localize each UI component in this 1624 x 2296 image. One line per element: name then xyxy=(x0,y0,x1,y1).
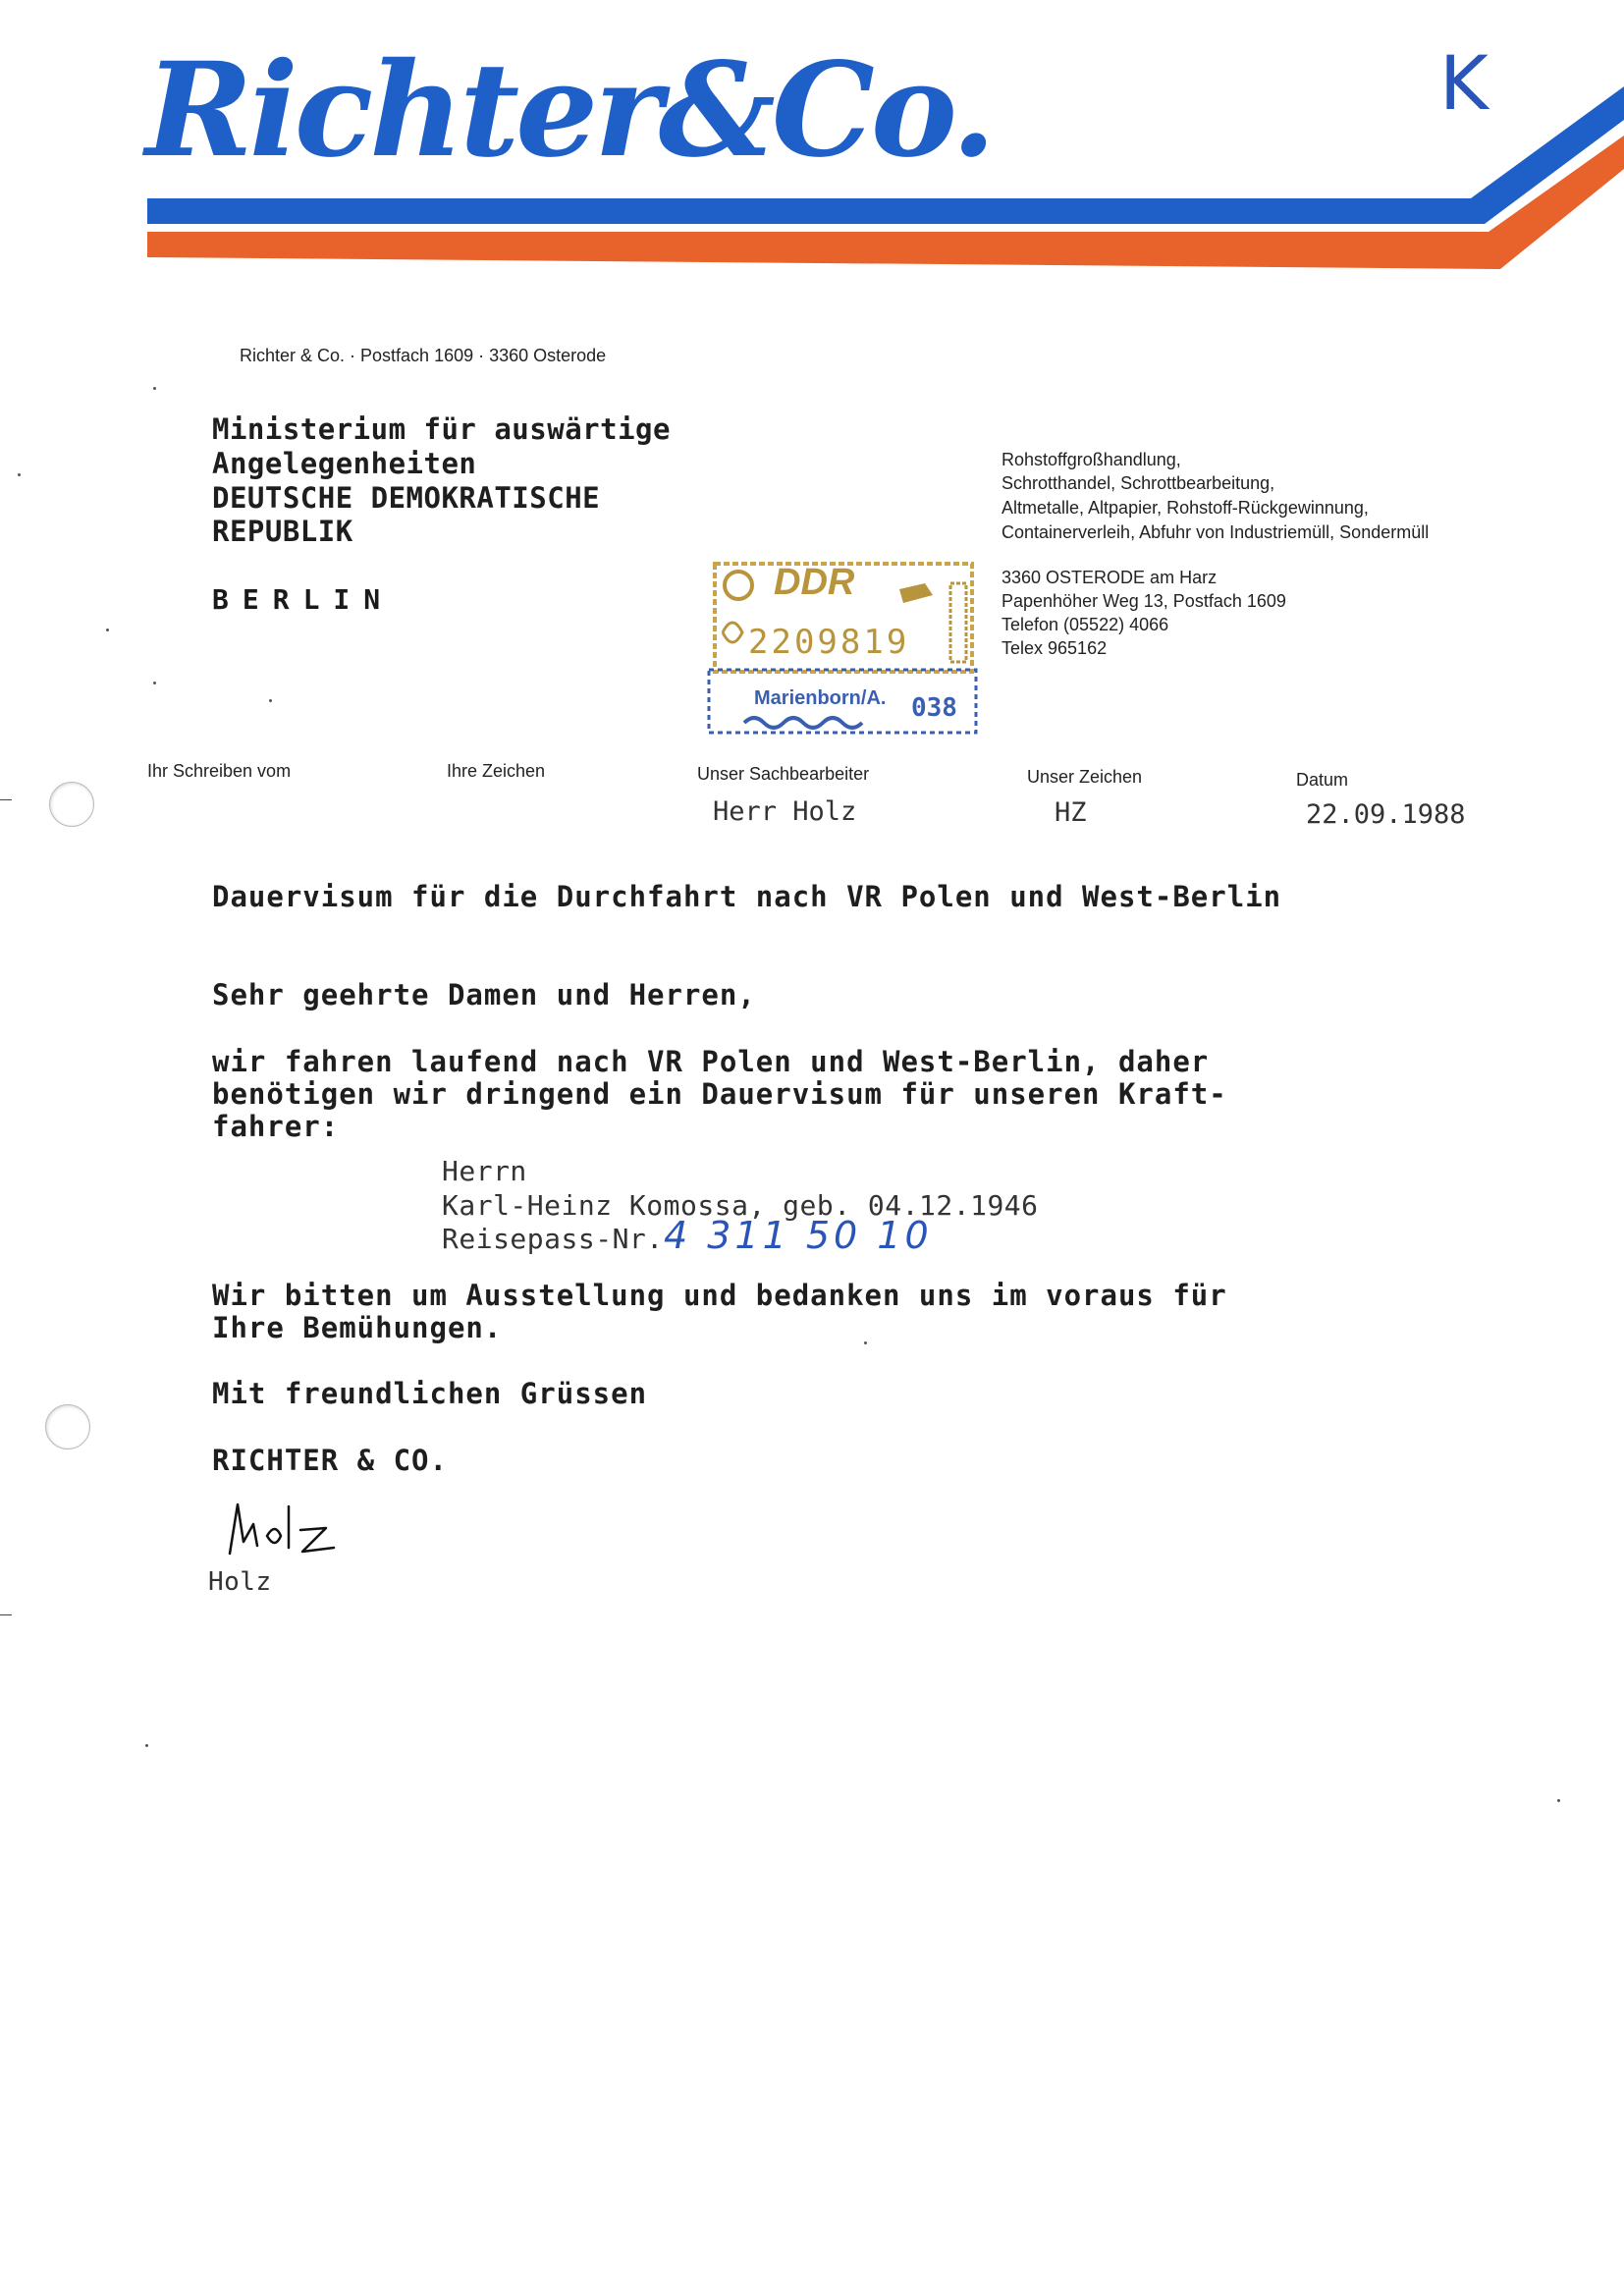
scan-speck xyxy=(145,1744,148,1747)
punch-hole-top xyxy=(49,782,94,827)
stamp-country: DDR xyxy=(774,562,855,603)
handwritten-signature xyxy=(224,1497,371,1575)
recipient-line-1: Ministerium für auswärtige xyxy=(212,412,671,446)
driver-line-2: Karl-Heinz Komossa, geb. 04.12.1946 xyxy=(442,1189,1039,1222)
paragraph1-line-3: fahrer: xyxy=(212,1110,340,1143)
business-line-4: Containerverleih, Abfuhr von Industriemüll, Sondermüll xyxy=(1001,522,1430,542)
driver-line-3: Reisepass-Nr. xyxy=(442,1223,664,1255)
scan-speck xyxy=(18,473,21,476)
paragraph1-line-2: benötigen wir dringend ein Dauervisum für unseren Kraft- xyxy=(212,1077,1227,1111)
subject-line: Dauervisum für die Durchfahrt nach VR Polen und West-Berlin xyxy=(212,880,1282,913)
sender-line: Richter & Co. · Postfach 1609 · 3360 Osterode xyxy=(240,346,607,365)
driver-line-1: Herrn xyxy=(442,1155,527,1187)
salutation: Sehr geehrte Damen und Herren, xyxy=(212,978,756,1011)
fold-mark-top xyxy=(0,799,12,800)
scan-speck xyxy=(153,387,156,390)
address-line-2: Papenhöher Weg 13, Postfach 1609 xyxy=(1001,591,1286,611)
stamp-number: 038 xyxy=(911,693,957,723)
recipient-line-4: REPUBLIK xyxy=(212,515,353,548)
svg-text:Richter&Co.: Richter&Co. xyxy=(145,34,993,177)
stamp-date-code: 2209819 xyxy=(748,623,910,662)
signature-name: Holz xyxy=(208,1567,272,1597)
scan-speck xyxy=(864,1341,867,1344)
ddr-border-stamp xyxy=(705,554,982,738)
label-date: Datum xyxy=(1296,770,1349,790)
fold-mark-bottom xyxy=(0,1614,12,1615)
value-date: 22.09.1988 xyxy=(1306,799,1466,830)
address-line-3: Telefon (05522) 4066 xyxy=(1001,615,1169,634)
business-line-2: Schrotthandel, Schrottbearbeitung, xyxy=(1001,473,1275,493)
label-clerk: Unser Sachbearbeiter xyxy=(697,764,870,784)
passport-number-handwritten: 4 311 50 10 xyxy=(664,1214,933,1257)
business-line-3: Altmetalle, Altpapier, Rohstoff-Rückgewinnung, xyxy=(1001,498,1369,518)
recipient-line-3: DEUTSCHE DEMOKRATISCHE xyxy=(212,481,601,515)
scan-speck xyxy=(153,682,156,684)
value-our-ref: HZ xyxy=(1055,797,1087,828)
handwritten-mark: K xyxy=(1439,39,1489,127)
label-your-letter: Ihr Schreiben vom xyxy=(147,761,292,781)
scan-speck xyxy=(106,629,109,631)
address-line-1: 3360 OSTERODE am Harz xyxy=(1001,568,1218,587)
recipient-line-2: Angelegenheiten xyxy=(212,447,477,480)
stamp-place: Marienborn/A. xyxy=(754,687,887,709)
label-your-ref: Ihre Zeichen xyxy=(447,761,546,781)
scan-speck xyxy=(269,699,272,702)
company-logo xyxy=(137,29,1021,177)
label-our-ref: Unser Zeichen xyxy=(1027,767,1143,787)
scan-speck xyxy=(1557,1799,1560,1802)
paragraph2-line-2: Ihre Bemühungen. xyxy=(212,1311,503,1344)
business-line-1: Rohstoffgroßhandlung, xyxy=(1001,450,1181,469)
punch-hole-bottom xyxy=(45,1404,90,1449)
address-line-4: Telex 965162 xyxy=(1001,638,1108,658)
company-sign: RICHTER & CO. xyxy=(212,1444,448,1477)
closing: Mit freundlichen Grüssen xyxy=(212,1377,648,1410)
paragraph2-line-1: Wir bitten um Ausstellung und bedanken uns im voraus für xyxy=(212,1279,1227,1312)
value-clerk: Herr Holz xyxy=(713,796,857,827)
recipient-city: BERLIN xyxy=(212,583,395,616)
paragraph1-line-1: wir fahren laufend nach VR Polen und West-Berlin, daher xyxy=(212,1045,1210,1078)
